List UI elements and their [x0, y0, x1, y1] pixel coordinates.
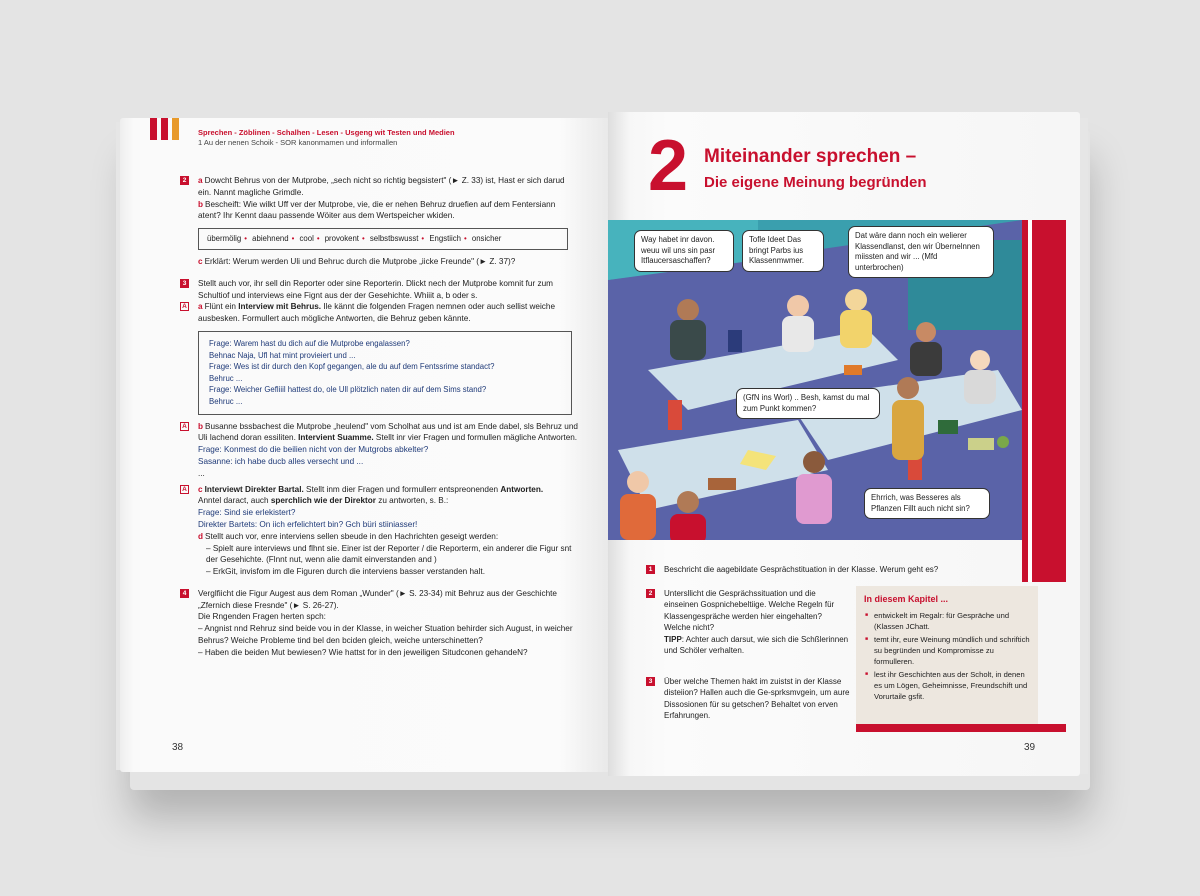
task-text: Stellt auch vor, ihr sell din Reporter oder sine Reporterin. Dlickt nech der Mutprobe komnit fur zum Schultiof und interviews eine Fignt aus der der Gesehichte. Whiiit a, b oder s.: [198, 278, 553, 300]
speech-bubble-1: Way habet inr davon. weuu wil uns sin pasr Itflaucersaschaffen?: [634, 230, 734, 272]
tipp-text: : Achter auch darsut, wie sich die Schßlerinnen und Schöler verhalten.: [664, 634, 849, 656]
overview-item: ■ lest ihr Geschichten aus der Scholt, in denen es um Lögen, Geheimnisse, Freundschift und Vorurtaile gsfit.: [874, 669, 1032, 702]
list-item: Spielt aure interviews und flhnt sie. Einer ist der Reporter / die Reporterm, ein anderer die Figur snt der Gesehichte. (Flnnt nut, wenn alie damit einverstanden and ): [206, 543, 572, 565]
task-number: 2: [180, 176, 189, 185]
task-text: Stellt auch vor, enre interviens sellen sbeude in den Hachrichten geseigt werden:: [205, 531, 499, 541]
task-text: Stellt inm dier Fragen und formullerr entspreonenden: [303, 484, 501, 494]
task-text: Anntel daract, auch: [198, 496, 271, 506]
task-text-bold: Intervient Suamme.: [298, 433, 374, 443]
task-2c: [180, 256, 580, 268]
word-bank-box: übermölig • abiehnend • cool • provokent • selbstbswusst • Engstiich • onsicher: [198, 228, 568, 250]
subtask-letter: c: [198, 484, 203, 494]
example-line: ...: [198, 468, 205, 478]
overview-heading: In diesem Kapitel ...: [864, 594, 949, 604]
chapter-red-strip: [1022, 220, 1066, 582]
word: provokent: [324, 234, 359, 244]
example-line: Frage: Sind sie erlekistert?: [198, 508, 296, 518]
example-line: Direkter Bartets: On iich erfelichtert bin? Gch büri stiiniasser!: [198, 519, 418, 529]
chapter-title: Miteinander sprechen –: [704, 146, 917, 167]
interview-line: Frage: Warem hast du dich auf die Mutprobe engalassen?: [209, 338, 410, 348]
left-content: [180, 175, 580, 659]
task-number: 2: [646, 589, 655, 598]
task-text: zu antworten, s. B.:: [375, 496, 449, 506]
task-text-bold: Interview mit Behrus.: [238, 302, 322, 312]
chapter-number: 2: [648, 126, 689, 206]
page-edges-right: [1080, 118, 1088, 774]
subtask-letter: b: [198, 199, 204, 209]
overview-list: [856, 610, 1038, 702]
speech-bubble-4: (GfN ins Worl) .. Besh, kamst du mal zum Punkt kommen?: [736, 388, 880, 419]
speech-bubble-3: Dat wäre dann noch ein welierer Klassendlanst, den wir Übernelnnen miissten and wir ... (Mfd unterbrochen): [848, 226, 994, 278]
interview-line: Behnac Naja, Ufl hat mint provieiert und ...: [209, 350, 356, 360]
interview-line: Frage: Wes ist dir durch den Kopf gegangen, ale du auf dem Fentssrime standact?: [209, 362, 495, 372]
task-4: 4 Verglfiicht die Figur Augest aus dem Roman „Wunder" (► S. 23-34) mit Behruz aus der Geschichte „Zfernich diese Fresnde" (► S. 26-27). Die Rngenden Fragen herten spch: – Angnist nnd Rehruz sind beide vou in der Klasse, in weicher Stuation behirder sich August, in weicher Behrus? Weiche Probleme tind bel den bciden gleich, weiche unterschinetten? – Haben die beiden Mut bewiesen? Wie hattst for in den jeweiligen Situdconen gehandeN?: [180, 588, 580, 659]
list-item: ErkGit, invisfom im dle Figuren durch die interviens basser verstanden halt.: [212, 567, 485, 577]
word: onsicher: [471, 234, 502, 244]
task-text: Die Rngenden Fragen herten spch:: [198, 612, 326, 622]
chapter-color-bars: [150, 118, 179, 142]
task-text: Verglfiicht die Figur Augest aus dem Roman „Wunder" (► S. 23-34) mit Behruz aus der Geschichte „Zfernich diese Fresnde" (► S. 26-27).: [198, 588, 557, 610]
interview-box: [198, 331, 572, 415]
question-text: Über welche Themen hakt im zuistst in der Klasse disteiion? Hallen auch die Ge-sprksmvgein, um aure Dissosionen für su getschen? Behaltet von erven Erfahrungen.: [664, 677, 850, 721]
level-marker: A: [180, 485, 189, 494]
example-line: Sasanne: ich habe ducb alles versecht und ...: [198, 456, 364, 466]
subtask-letter: a: [198, 176, 203, 185]
task-3b: [180, 421, 580, 480]
right-page: [608, 112, 1080, 776]
task-text: Erklärt: Werum werden Uli und Behruc durch die Mutprobe „iicke Freunde" (► Z. 37)?: [204, 256, 516, 266]
word: Engstiich: [429, 234, 461, 244]
tipp-label: TIPP: [664, 634, 682, 644]
interview-line: Behruc ...: [209, 373, 243, 383]
chapter-subtitle: Die eigene Meinung begründen: [704, 174, 927, 191]
page-number: 39: [1024, 742, 1036, 753]
question-1: [650, 564, 980, 575]
task-3a: [180, 301, 580, 325]
task-3c: [180, 484, 580, 531]
task-2b: [180, 199, 580, 223]
classroom-illustration: [608, 220, 1022, 540]
interview-line: Behruc ...: [209, 396, 243, 406]
header-line-1: Sprechen - Zöblinen - Schalhen - Lesen - Usgeng wit Testen und Medien: [198, 128, 455, 137]
task-3-intro: [180, 278, 580, 302]
word: cool: [299, 234, 314, 244]
left-page: [120, 118, 608, 772]
task-text: Bescheift: Wie wilkt Uff ver der Mutprobe, vie, die er nehen Behruz druefien auf dem Fentersiann atent? Ihr Kennt daau passende Wöiter aus dem Wertspeicher wkiden.: [198, 199, 556, 221]
task-number: 3: [646, 677, 655, 686]
running-header: [198, 128, 455, 147]
subtask-letter: c: [198, 256, 203, 266]
overview-item: ■ entwickelt im Regalr: für Gespräche und (Klassen JChatt.: [874, 610, 1032, 632]
word: übermölig: [207, 234, 242, 244]
example-line: Frage: Konmest do die beilien nicht von der Mutgrobs abkelter?: [198, 445, 429, 455]
task-text: Ile kännt die folgenden Fragen nemnen oder auch sellist weiche ausbesken. Formullert auch mögliche Antworten, die Behruz geben kännte.: [198, 302, 556, 324]
task-text-bold: sperchlich wie der Direktor: [270, 496, 376, 506]
task-text-bold: Interviewt Direkter Bartal.: [204, 484, 304, 494]
speech-bubble-2: Tofle Ideet Das bringt Parbs ius Klassenmwmer.: [742, 230, 824, 272]
task-number: 3: [180, 279, 189, 288]
interview-line: Frage: Weicher Gefliiil hattest do, ole Ull plötzlich naten dir auf dem Sims stand?: [209, 385, 487, 395]
page-number: 38: [172, 742, 184, 753]
header-line-2: 1 Au der nenen Schoik - SOR kanonmamen und informallen: [198, 138, 398, 147]
subtask-letter: d: [198, 531, 204, 541]
question-3: [650, 676, 850, 722]
task-number: 1: [646, 565, 655, 574]
chapter-overview-box: [856, 586, 1038, 724]
word: abiehnend: [252, 234, 289, 244]
task-text: Dowcht Behrus von der Mutprobe, „sech nicht so richtig begsistert" (► Z. 33) ist, Hast er sich darud ein. Nannt magliche Grimdle.: [198, 176, 565, 197]
task-2a: [180, 175, 580, 199]
task-text: Flünt ein: [204, 302, 239, 312]
list-item: Angnist nnd Rehruz sind beide vou in der Klasse, in weicher Stuation behirder sich August, in weicher Behrus? Weiche Probleme tind bel den bciden gleich, weiche unterschinetten?: [198, 624, 573, 646]
task-text-bold: Antworten.: [500, 484, 544, 494]
task-number: 4: [180, 589, 189, 598]
task-3d: d Stellt auch vor, enre interviens sellen sbeude in den Hachrichten geseigt werden: – Spielt aure interviews und flhnt sie. Einer ist der Reporter / die Reporterm, ein anderer die Figur snt der Gesehichte. (Flnnt nut, wenn alie damit einverstanden and ) – ErkGit, invisfom im dle Figuren durch die interviens basser verstanden halt.: [198, 531, 572, 577]
task-text: Busanne bssbachest die Mutprobe „heulend" vom Scholhat aus und ist am Ende dabel, sls Behruz und Uli lachend doran essiliten.: [198, 421, 578, 443]
task-text: Stellt inr vier Fragen und formullen mägliche Antworten.: [373, 433, 578, 443]
subtask-letter: b: [198, 421, 204, 431]
level-marker: A: [180, 302, 189, 311]
overview-red-bar: [856, 724, 1066, 732]
level-marker: A: [180, 422, 189, 431]
overview-item: ■ temt ihr, eure Weinung mündlich und schriftich su begründen und Kompromisse zu formulleren.: [874, 634, 1032, 667]
question-text: Untersllicht die Gesprächssituation und die einseinen Gospnichebeltiige. Welche Regeln für Klassengespräche werden hier eingehalten? Welche nicht?: [664, 589, 835, 633]
word: selbstbswusst: [369, 234, 419, 244]
speech-bubble-5: Ehrrich, was Besseres als Pflanzen Fillt auch nicht sin?: [864, 488, 990, 519]
list-item: Haben die beiden Mut bewiesen? Wie hattst for in den jeweiligen Situdconen gehandeN?: [204, 647, 528, 657]
question-2: [650, 588, 850, 656]
subtask-letter: a: [198, 302, 203, 312]
question-text: Beschricht die aagebildate Gesprächstituation in der Klasse. Werum geht es?: [664, 565, 939, 574]
